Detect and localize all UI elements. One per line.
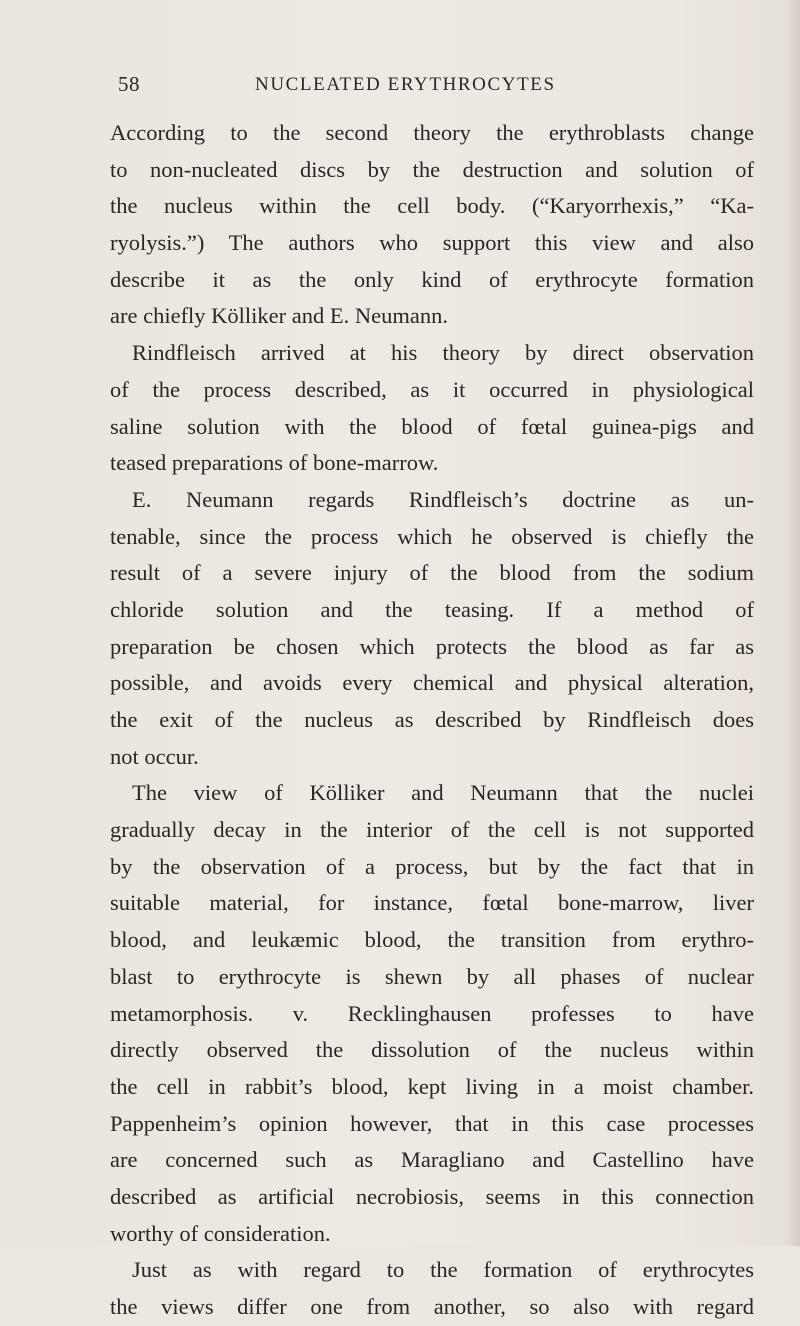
text-line: not occur. — [110, 743, 199, 769]
text-line: are chiefly Kölliker and E. Neumann. — [110, 303, 448, 329]
text-line: tenable, since the process which he observed is chiefly the — [110, 523, 754, 549]
text-line: to non-nucleated discs by the destruction and solution of — [110, 156, 754, 182]
page-number: 58 — [118, 72, 140, 96]
text-line: E. Neumann regards Rindfleisch’s doctrine as un- — [132, 486, 754, 512]
text-line: Rindfleisch arrived at his theory by direct observation — [132, 340, 754, 366]
text-line: of the process described, as it occurred in physiological — [110, 376, 754, 402]
text-line: Pappenheim’s opinion however, that in this case processes — [110, 1110, 754, 1136]
text-line: directly observed the dissolution of the nucleus within — [110, 1037, 754, 1063]
text-line: According to the second theory the erythroblasts change — [110, 120, 754, 145]
text-line: ryolysis.”) The authors who support this view and also — [110, 230, 754, 256]
text-line: the cell in rabbit’s blood, kept living in a moist chamber. — [110, 1073, 754, 1099]
text-line: are concerned such as Maragliano and Castellino have — [110, 1147, 754, 1173]
body-text — [110, 115, 754, 1326]
text-line: teased preparations of bone-marrow. — [110, 450, 439, 476]
text-line: by the observation of a process, but by the fact that in — [110, 853, 754, 879]
text-line: the exit of the nucleus as described by Rindfleisch does — [110, 707, 754, 732]
text-line: The view of Kölliker and Neumann that the nuclei — [132, 780, 754, 806]
text-line: preparation be chosen which protects the blood as far as — [110, 633, 754, 659]
text-line: gradually decay in the interior of the cell is not supported — [110, 817, 754, 843]
text-line: described as artificial necrobiosis, seems in this connection — [110, 1183, 754, 1209]
text-line: worthy of consideration. — [110, 1220, 331, 1246]
text-line: metamorphosis. v. Recklinghausen professes to have — [110, 1000, 754, 1026]
text-line: the nucleus within the cell body. (“Karyorrhexis,” “Ka- — [110, 193, 754, 219]
text-line: result of a severe injury of the blood from the sodium — [110, 560, 754, 586]
text-line: the views differ one from another, so also with regard — [110, 1294, 754, 1319]
text-line: describe it as the only kind of erythrocyte formation — [110, 266, 754, 292]
text-line: Just as with regard to the formation of erythrocytes — [132, 1257, 754, 1283]
page-edge-shadow — [786, 0, 800, 1246]
text-line: suitable material, for instance, fœtal bone-marrow, liver — [110, 890, 754, 916]
running-title: NUCLEATED ERYTHROCYTES — [255, 74, 556, 95]
text-line: blast to erythrocyte is shewn by all phases of nuclear — [110, 963, 754, 989]
running-head — [0, 72, 800, 102]
text-line: possible, and avoids every chemical and physical alteration, — [110, 670, 754, 696]
text-line: saline solution with the blood of fœtal guinea-pigs and — [110, 413, 754, 439]
text-line: blood, and leukæmic blood, the transition from erythro- — [110, 927, 754, 953]
text-line: chloride solution and the teasing. If a method of — [110, 596, 754, 622]
